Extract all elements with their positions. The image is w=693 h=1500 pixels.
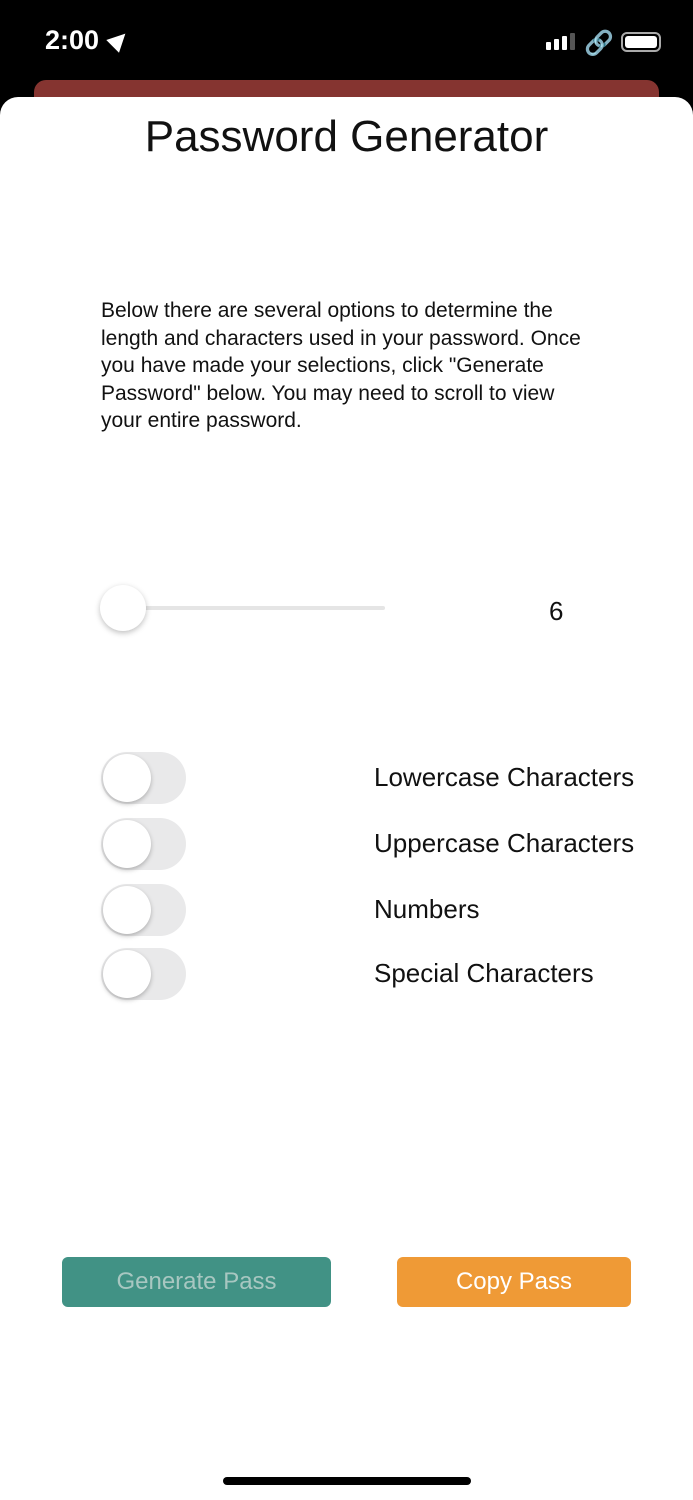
battery-icon — [621, 32, 661, 52]
numbers-toggle[interactable] — [101, 884, 186, 936]
generate-pass-button[interactable]: Generate Pass — [62, 1257, 331, 1307]
location-arrow-icon — [106, 27, 131, 52]
copy-pass-button[interactable]: Copy Pass — [397, 1257, 631, 1307]
signal-icon — [546, 33, 575, 50]
option-label: Numbers — [374, 894, 480, 924]
hotspot-link-icon: 🔗 — [584, 30, 614, 57]
home-indicator[interactable] — [223, 1477, 471, 1485]
special-toggle[interactable] — [101, 948, 186, 1000]
status-time: 2:00 — [45, 25, 100, 55]
page-title: Password Generator — [144, 112, 549, 161]
length-slider-thumb[interactable] — [100, 585, 146, 631]
description: Below there are several options to determine the length and characters used in your password. Once you have made your selections, click "Generate Password" below. You may need to scroll to view your entire password. — [101, 299, 581, 432]
option-label: Special Characters — [374, 958, 594, 988]
option-label: Lowercase Characters — [374, 762, 635, 792]
option-label: Uppercase Characters — [374, 828, 635, 858]
option-special — [101, 948, 693, 1000]
length-value: 6 — [549, 596, 564, 626]
option-numbers — [101, 884, 693, 936]
uppercase-toggle[interactable] — [101, 818, 186, 870]
lowercase-toggle[interactable] — [101, 752, 186, 804]
option-uppercase — [101, 818, 693, 870]
status-bar — [0, 0, 693, 80]
option-lowercase — [101, 752, 693, 804]
